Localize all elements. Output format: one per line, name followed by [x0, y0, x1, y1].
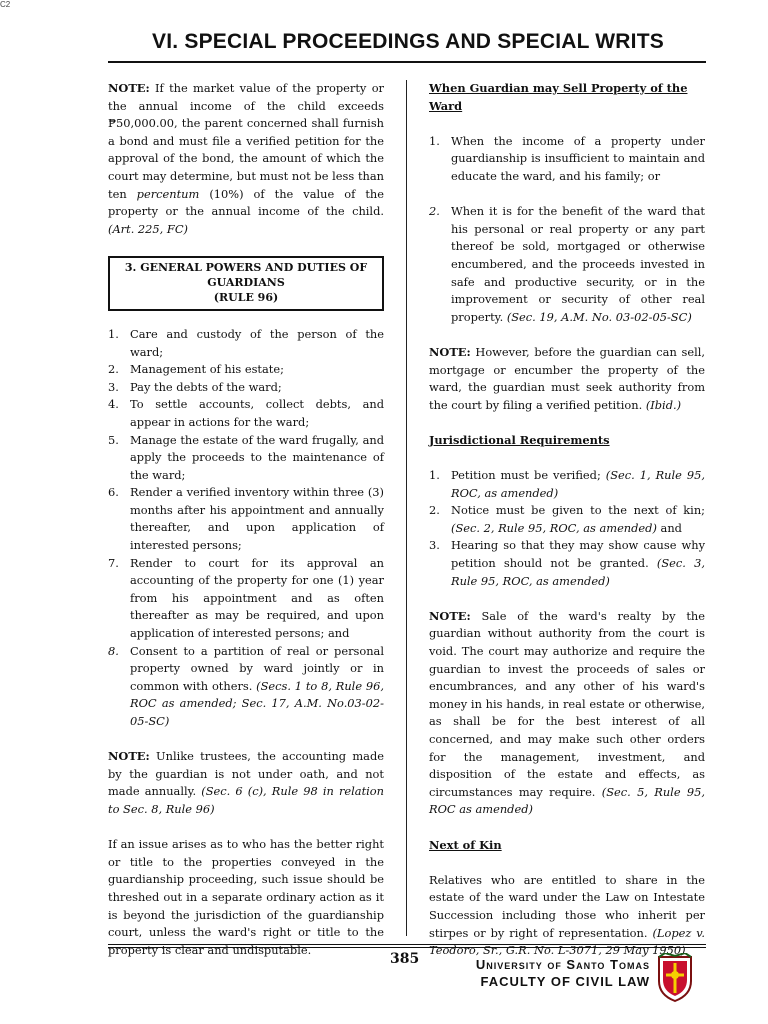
list-item: 4. To settle accounts, collect debts, and appear in actions for the ward;: [108, 397, 384, 429]
corner-mark: C2: [0, 0, 11, 9]
heading-sell-property: When Guardian may Sell Property of the Ward: [429, 81, 688, 113]
section-box-heading: 3. GENERAL POWERS AND DUTIES OF GUARDIANS (RULE 96): [108, 256, 384, 311]
paragraph-next-of-kin: Relatives who are entitled to share in the estate of the ward under the Law on Intestate Succession including those who inherit per stirpes or by right of representation. (Lopez v. Teodoro, Sr., G.R. No. L-3071, 29 May 1950): [429, 872, 706, 958]
page-number: 385: [390, 951, 420, 967]
note-accounting: NOTE: Unlike trustees, the accounting made by the guardian is not under oath, and not made annually. (Sec. 6 (c), Rule 98 in relation to Sec. 8, Rule 96): [108, 749, 384, 816]
heading-next-of-kin: Next of Kin: [429, 837, 502, 852]
list-item: 2. Management of his estate;: [108, 362, 284, 377]
page-title: VI. SPECIAL PROCEEDINGS AND SPECIAL WRITS: [152, 30, 664, 53]
university-seal-icon: [655, 953, 695, 1003]
right-column: [429, 80, 705, 977]
sell-conditions-list: [429, 133, 705, 327]
paragraph-title-issue: If an issue arises as to who has the better right or title to the properties conveyed in the guardianship proceeding, such issue should be threshed out in a separate ordinary action as it is beyond the jurisdiction of the guardianship court, unless the ward's right or title to the property is clear and undisputable.: [108, 837, 384, 957]
list-item: 1. Petition must be verified; (Sec. 1, Rule 95, ROC, as amended): [429, 468, 705, 500]
note-bond: NOTE: If the market value of the property or the annual income of the child exceeds ₱50,000.00, the parent concerned shall furnish a bond and must file a verified petition for the approval of the bond, the amount of which the court may determine, but must not be less than ten percentum (10%) of the value of the property or the annual income of the child. (Art. 225, FC): [108, 81, 384, 236]
heading-jurisdictional: Jurisdictional Requirements: [429, 432, 610, 447]
list-item: 8. Consent to a partition of real or personal property owned by ward jointly or in common with others. (Secs. 1 to 8, Rule 96, ROC as amended; Sec. 17, A.M. No.03-02-05-SC): [108, 643, 384, 728]
note-sale-void: NOTE: Sale of the ward's realty by the guardian without authority from the court is void. The court may authorize and require the guardian to invest the proceeds of sales or encumbrances, and any other of his ward's money in his hands, in real estate or otherwise, as shall be for the best interest of all concerned, and may make such other orders for the management, investment, and disposition of the estate and effects, as circumstances may require. (Sec. 5, Rule 95, ROC as amended): [429, 608, 705, 817]
list-item: 2. Notice must be given to the next of kin; (Sec. 2, Rule 95, ROC, as amended) and: [429, 503, 705, 535]
list-item: 6. Render a verified inventory within three (3) months after his appointment and annually thereafter, and upon application of interested persons;: [108, 485, 384, 553]
jurisdictional-list: [429, 467, 705, 590]
column-divider: [406, 80, 407, 936]
duties-list: [108, 326, 384, 731]
list-item: 1. Care and custody of the person of the ward;: [108, 326, 384, 359]
faculty-name: FACULTY OF CIVIL LAW: [480, 974, 650, 989]
list-item: 3. Pay the debts of the ward;: [108, 379, 282, 394]
footer-institution: [476, 957, 650, 989]
university-name: University of Santo Tomas: [475, 957, 650, 972]
note-court-authority: NOTE: However, before the guardian can sell, mortgage or encumber the property of the ward, the guardian must seek authority from the court by filing a verified petition. (Ibid.): [429, 344, 705, 412]
list-item: 5. Manage the estate of the ward frugally, and apply the proceeds to the maintenance of the ward;: [108, 432, 384, 482]
list-item: 2. When it is for the benefit of the ward that his personal or real property or any part thereof be sold, mortgaged or otherwise encumbered, and the proceeds invested in safe and productive security, or in the improvement or security of other real property. (Sec. 19, A.M. No. 03-02-05-SC): [429, 204, 705, 324]
list-item: 1. When the income of a property under guardianship is insufficient to maintain and educate the ward, and his family; or: [429, 133, 705, 183]
title-rule: [108, 61, 706, 63]
list-item: 3. Hearing so that they may show cause why petition should not be granted. (Sec. 3, Rule 95, ROC, as amended): [429, 538, 705, 588]
list-item: 7. Render to court for its approval an accounting of the property for one (1) year from his appointment and as often thereafter as may be required, and upon application of interested persons; and: [108, 555, 384, 641]
left-column: [108, 80, 384, 977]
footer-rule: [108, 944, 706, 948]
